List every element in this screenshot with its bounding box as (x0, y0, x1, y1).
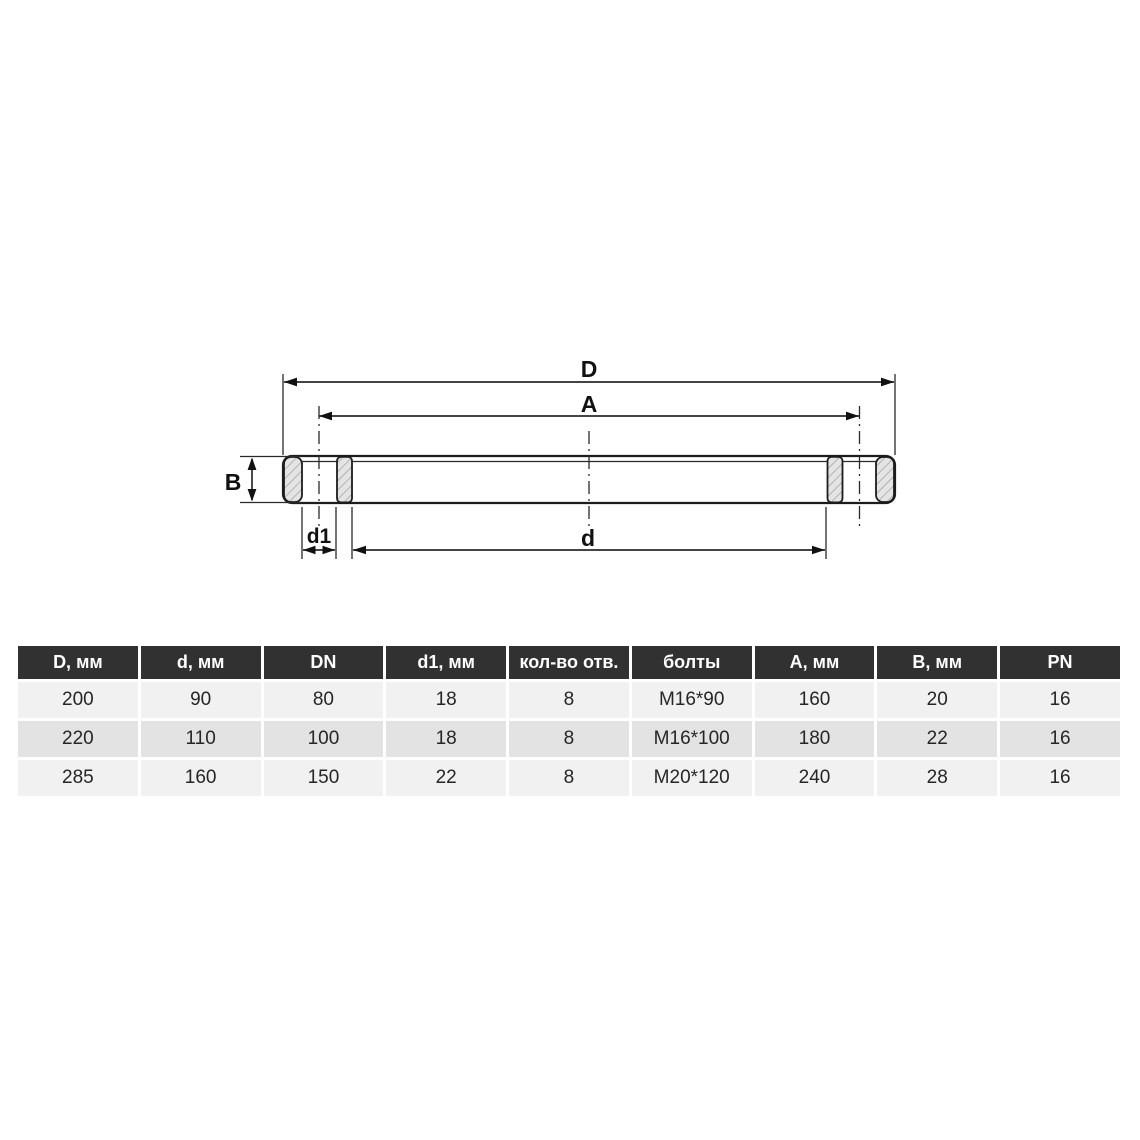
header-row (18, 646, 1120, 679)
cell-B: 28 (877, 760, 997, 796)
cell-bolts: M16*100 (632, 721, 752, 757)
hatch-outer-right (876, 457, 894, 502)
cell-D: 220 (18, 721, 138, 757)
dim-label-d1: d1 (306, 525, 332, 548)
cell-DN: 150 (264, 760, 384, 796)
cell-B: 22 (877, 721, 997, 757)
hatch-inner-right (828, 457, 843, 503)
dim-label-D: D (580, 356, 598, 382)
cell-hole-count: 8 (509, 721, 629, 757)
cell-bolts: M16*90 (632, 682, 752, 718)
col-header-d: d, мм (141, 646, 261, 679)
col-header-D: D, мм (18, 646, 138, 679)
table-row (18, 760, 1120, 796)
col-header-B: B, мм (877, 646, 997, 679)
cell-d1: 18 (386, 721, 506, 757)
cell-d1: 22 (386, 760, 506, 796)
cell-D: 200 (18, 682, 138, 718)
cell-PN: 16 (1000, 682, 1120, 718)
col-header-d1: d1, мм (386, 646, 506, 679)
col-header-bolts: болты (632, 646, 752, 679)
cell-A: 180 (755, 721, 875, 757)
cell-B: 20 (877, 682, 997, 718)
dimension-A (319, 391, 859, 420)
cell-d: 90 (141, 682, 261, 718)
cell-PN: 16 (1000, 760, 1120, 796)
cell-DN: 80 (264, 682, 384, 718)
hatch-outer-left (284, 457, 302, 502)
cell-d1: 18 (386, 682, 506, 718)
cell-hole-count: 8 (509, 760, 629, 796)
col-header-A: A, мм (755, 646, 875, 679)
dim-label-d: d (580, 525, 596, 551)
hatch-inner-left (337, 457, 352, 503)
col-header-PN: PN (1000, 646, 1120, 679)
cell-PN: 16 (1000, 721, 1120, 757)
cell-D: 285 (18, 760, 138, 796)
cell-hole-count: 8 (509, 682, 629, 718)
col-header-DN: DN (264, 646, 384, 679)
cell-DN: 100 (264, 721, 384, 757)
spec-table-container (15, 643, 1123, 799)
table-row (18, 682, 1120, 718)
cell-A: 160 (755, 682, 875, 718)
cell-d: 160 (141, 760, 261, 796)
flange-spec-table (15, 643, 1123, 799)
dim-label-B: B (224, 469, 242, 495)
cell-bolts: M20*120 (632, 760, 752, 796)
cell-A: 240 (755, 760, 875, 796)
cell-d: 110 (141, 721, 261, 757)
table-row (18, 721, 1120, 757)
dim-label-A: A (580, 391, 598, 417)
col-header-hole-count: кол-во отв. (509, 646, 629, 679)
